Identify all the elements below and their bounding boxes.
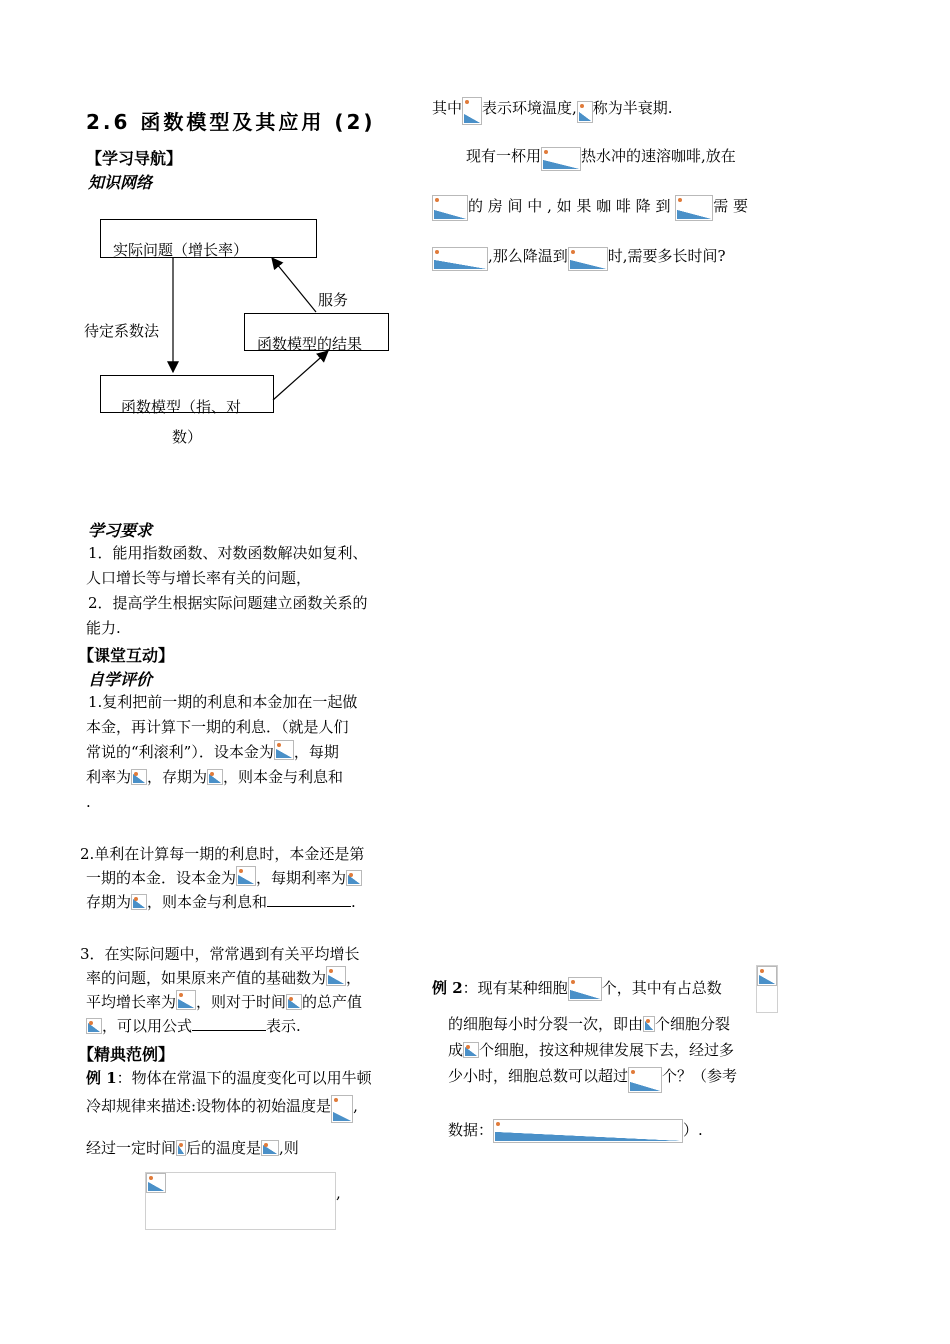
q3-line2: 率的问题，如果原来产值的基础数为 ， [86,966,361,991]
cell-count-image [568,977,602,1001]
period-formula-image-2 [131,894,147,910]
ex2-line3: 成 个细胞，按这种规律发展下去，经过多 [448,1041,735,1059]
room-temp-image [432,195,468,221]
right-line4: ,那么降温到 时,需要多长时间? [432,244,726,271]
one-cell-image [643,1016,655,1032]
principal-formula-image-2 [236,866,256,886]
knowledge-network-heading: 知识网络 [88,173,153,192]
ex2-line5: 数据： ）. [448,1118,703,1143]
examples-heading: 【精典范例】 [78,1045,175,1064]
q1-line3: 常说的“利滚利”）．设本金为 ，每期 [86,740,339,765]
fraction-image-box [756,965,778,1013]
diagram-label-method: 待定系数法 [84,322,160,340]
requirements-heading: 学习要求 [88,521,153,540]
q2-line1: 2.单利在计算每一期的利息时，本金还是第 [80,845,365,863]
rate-formula-image [131,769,147,785]
time-image [286,994,302,1010]
ambient-temp-image [462,97,482,125]
diagram-label-result: 函数模型的结果 [257,335,363,353]
classroom-heading: 【课堂互动】 [78,646,175,665]
q1-line1: 1.复利把前一期的利息和本金加在一起做 [88,693,358,711]
requirement-1-line1: 1．能用指数函数、对数函数解决如复利、 [88,544,368,562]
fraction-image [757,966,777,986]
ex2-line1: 例 2：现有某种细胞 个，其中有占总数 [432,976,722,1001]
target-temp-image [675,195,713,221]
diagram-arrows [0,0,420,460]
arrow-to-result [273,351,328,400]
q3-formula-blank [192,1030,266,1031]
ex2-line4: 少小时，细胞总数可以超过 个？（参考 [448,1064,737,1093]
q3-line4: ，可以用公式 表示. [86,1014,301,1039]
ex1-line2: 冷却规律来描述:设物体的初始温度是 , [86,1094,358,1123]
cool-time-image [432,247,488,271]
ex2-line2: 的细胞每小时分裂一次，即由 个细胞分裂 [448,1015,731,1033]
diagram-label-serve: 服务 [318,291,349,309]
q2-line3: 存期为 ，则本金与利息和 . [86,893,356,911]
reference-data-image [493,1119,683,1143]
growth-rate-image [176,990,196,1010]
q3-line3: 平均增长率为 ，则对于时间 的总产值 [86,990,362,1015]
initial-temp-image [331,1095,353,1123]
ex1-line1: 例 1：物体在常温下的温度变化可以用牛顿 [86,1069,372,1087]
right-line1: 其中 表示环境温度, 称为半衰期. [432,96,673,125]
final-temp-image [568,247,608,271]
newton-formula-image [146,1173,166,1193]
diagram-label-real: 实际问题（增长率） [113,241,249,259]
time-t-image [176,1140,186,1156]
requirement-2-line2: 能力. [86,619,121,637]
requirement-2-line1: 2．提高学生根据实际问题建立函数关系的 [88,594,368,612]
diagram-label-model-cont: 数） [172,428,203,446]
q1-line4: 利率为 ，存期为 ，则本金与利息和 [86,768,344,786]
right-line3: 的 房 间 中 , 如 果 咖 啡 降 到 需 要 [432,194,748,221]
right-line2: 现有一杯用 热水冲的速溶咖啡,放在 [466,144,736,171]
newton-formula-box [145,1172,336,1230]
total-output-image [86,1018,102,1034]
hot-water-temp-image [541,147,581,171]
threshold-image [628,1067,662,1093]
q3-line1: 3．在实际问题中，常常遇到有关平均增长 [80,945,360,963]
diagram-label-model: 函数模型（指、对 [121,398,242,416]
base-value-image [326,966,346,986]
rate-formula-image-2 [346,870,362,886]
page-title: 2.6 函数模型及其应用 (2) [86,110,376,134]
period-formula-image [207,769,223,785]
temp-after-image [261,1140,279,1156]
q2-answer-blank [267,906,351,907]
arrow-to-real [272,258,316,312]
two-cells-image [463,1042,479,1058]
half-life-image [577,101,593,123]
q2-line2: 一期的本金．设本金为 ，每期利率为 [86,866,362,891]
q1-line2: 本金，再计算下一期的利息．（就是人们 [86,718,349,736]
requirement-1-line2: 人口增长等与增长率有关的问题， [86,569,312,587]
q1-line5: . [86,793,91,811]
nav-heading: 【学习导航】 [86,149,183,168]
self-eval-heading: 自学评价 [88,670,153,689]
ex1-formula-tail: , [336,1184,341,1202]
ex1-line3: 经过一定时间 后的温度是 ,则 [86,1139,299,1157]
principal-formula-image [274,740,294,760]
